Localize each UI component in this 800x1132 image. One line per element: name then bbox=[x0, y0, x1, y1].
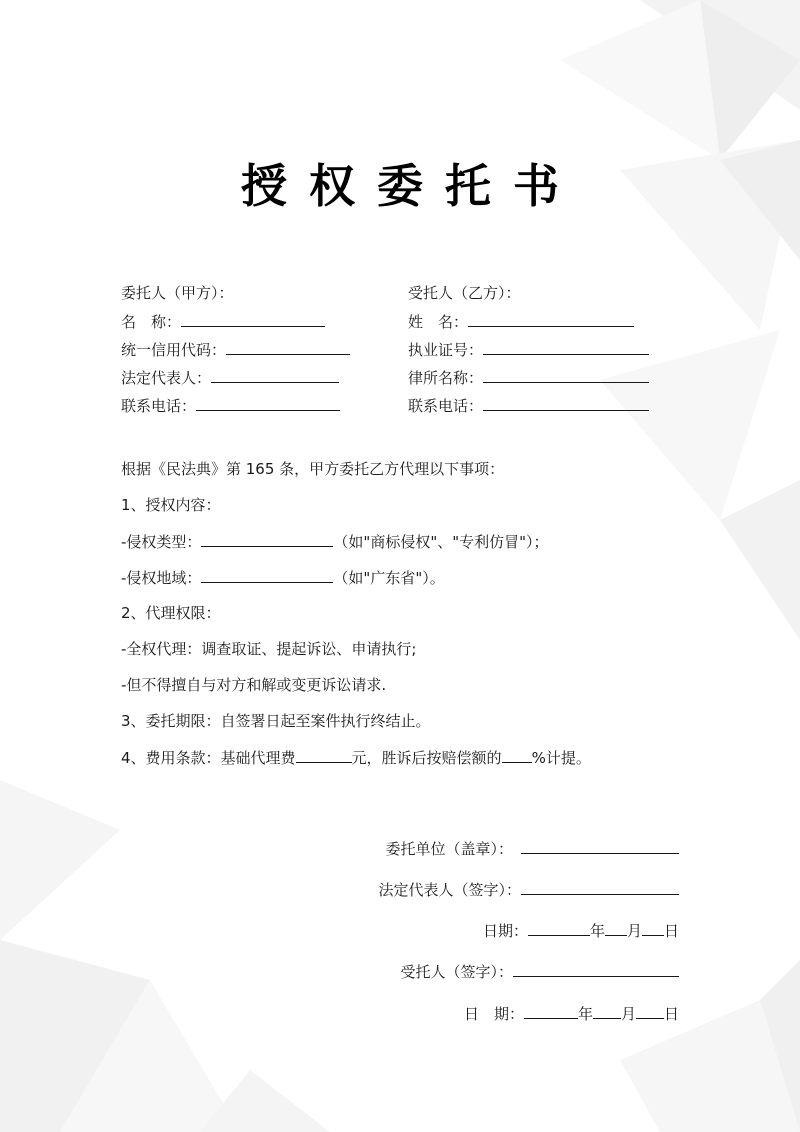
party-a-legal-rep-field[interactable] bbox=[211, 367, 339, 383]
date-2-year-field[interactable] bbox=[524, 1003, 578, 1019]
party-b-phone-field[interactable] bbox=[483, 395, 649, 411]
party-b-license-label: 执业证号： bbox=[408, 341, 484, 359]
party-b-firm-label: 律所名称： bbox=[408, 369, 484, 387]
infringement-type-label: -侵权类型： bbox=[121, 533, 202, 551]
date-2-year-unit: 年 bbox=[577, 1005, 593, 1023]
fee-suffix: %计提。 bbox=[531, 749, 591, 767]
party-b-firm-field[interactable] bbox=[483, 367, 649, 383]
trustee-sign-field[interactable] bbox=[513, 961, 679, 977]
party-b-name-field[interactable] bbox=[468, 311, 634, 327]
party-a-name-field[interactable] bbox=[181, 311, 325, 327]
date-2-month-field[interactable] bbox=[593, 1003, 621, 1019]
date-1-label: 日期： bbox=[482, 922, 528, 940]
date-1-day-unit: 日 bbox=[663, 922, 679, 940]
party-b-license-row bbox=[408, 339, 649, 360]
date-2-day-unit: 日 bbox=[663, 1005, 679, 1023]
section-4-fee-row bbox=[121, 747, 591, 768]
section-1-heading: 1、授权内容： bbox=[121, 496, 221, 514]
unit-seal-row bbox=[385, 838, 679, 859]
infringement-region-label: -侵权地域： bbox=[121, 569, 202, 587]
infringement-type-note: （如"商标侵权"、"专利仿冒"）； bbox=[333, 533, 549, 551]
party-a-name-row bbox=[121, 311, 325, 332]
party-a-legal-rep-row bbox=[121, 367, 339, 388]
infringement-type-row bbox=[121, 531, 549, 552]
unit-seal-label: 委托单位（盖章）： bbox=[385, 840, 513, 858]
party-a-credit-code-row bbox=[121, 339, 350, 360]
infringement-region-note: （如"广东省"）。 bbox=[333, 569, 445, 587]
party-a-phone-field[interactable] bbox=[196, 395, 340, 411]
party-b-phone-row bbox=[408, 395, 649, 416]
party-b-license-field[interactable] bbox=[483, 339, 649, 355]
trustee-sign-label: 受托人（签字）： bbox=[400, 963, 513, 981]
unit-seal-field[interactable] bbox=[521, 838, 679, 854]
date-2-day-field[interactable] bbox=[636, 1003, 664, 1019]
date-1-month-field[interactable] bbox=[605, 920, 627, 936]
restriction-clause: -但不得擅自与对方和解或变更诉讼请求. bbox=[121, 676, 387, 694]
legal-rep-sign-label: 法定代表人（签字）： bbox=[378, 881, 521, 899]
full-agency-clause: -全权代理：调查取证、提起诉讼、申请执行; bbox=[121, 640, 417, 658]
party-b-name-label: 姓 名： bbox=[408, 313, 469, 331]
date-2-row bbox=[464, 1003, 679, 1024]
date-2-month-unit: 月 bbox=[620, 1005, 636, 1023]
fee-mid: 元，胜诉后按赔偿额的 bbox=[351, 749, 502, 767]
commission-percent-field[interactable] bbox=[502, 747, 532, 763]
legal-rep-sign-field[interactable] bbox=[521, 879, 679, 895]
party-a-credit-code-label: 统一信用代码： bbox=[121, 341, 227, 359]
infringement-type-field[interactable] bbox=[201, 531, 333, 547]
legal-rep-sign-row bbox=[378, 879, 679, 900]
party-b-name-row bbox=[408, 311, 634, 332]
date-1-year-unit: 年 bbox=[589, 922, 605, 940]
party-a-name-label: 名 称： bbox=[121, 313, 182, 331]
party-b-firm-row bbox=[408, 367, 649, 388]
party-a-heading: 委托人（甲方）： bbox=[121, 284, 234, 302]
party-b-heading: 受托人（乙方）： bbox=[408, 284, 521, 302]
party-a-phone-label: 联系电话： bbox=[121, 397, 197, 415]
party-a-legal-rep-label: 法定代表人： bbox=[121, 369, 212, 387]
party-a-phone-row bbox=[121, 395, 340, 416]
date-1-month-unit: 月 bbox=[626, 922, 642, 940]
document-title: 授权委托书 bbox=[241, 159, 581, 213]
date-1-row bbox=[483, 920, 679, 941]
date-1-day-field[interactable] bbox=[642, 920, 664, 936]
trustee-sign-row bbox=[400, 961, 679, 982]
date-2-label: 日 期： bbox=[463, 1005, 524, 1023]
intro-text: 根据《民法典》第 165 条，甲方委托乙方代理以下事项： bbox=[121, 460, 505, 478]
infringement-region-field[interactable] bbox=[201, 567, 333, 583]
party-a-credit-code-field[interactable] bbox=[226, 339, 350, 355]
section-2-heading: 2、代理权限： bbox=[121, 604, 221, 622]
party-b-phone-label: 联系电话： bbox=[408, 397, 484, 415]
section-3-term: 3、委托期限：自签署日起至案件执行终结止。 bbox=[121, 712, 431, 730]
date-1-year-field[interactable] bbox=[528, 920, 590, 936]
fee-prefix: 4、费用条款：基础代理费 bbox=[121, 749, 296, 767]
base-fee-field[interactable] bbox=[296, 747, 352, 763]
infringement-region-row bbox=[121, 567, 445, 588]
